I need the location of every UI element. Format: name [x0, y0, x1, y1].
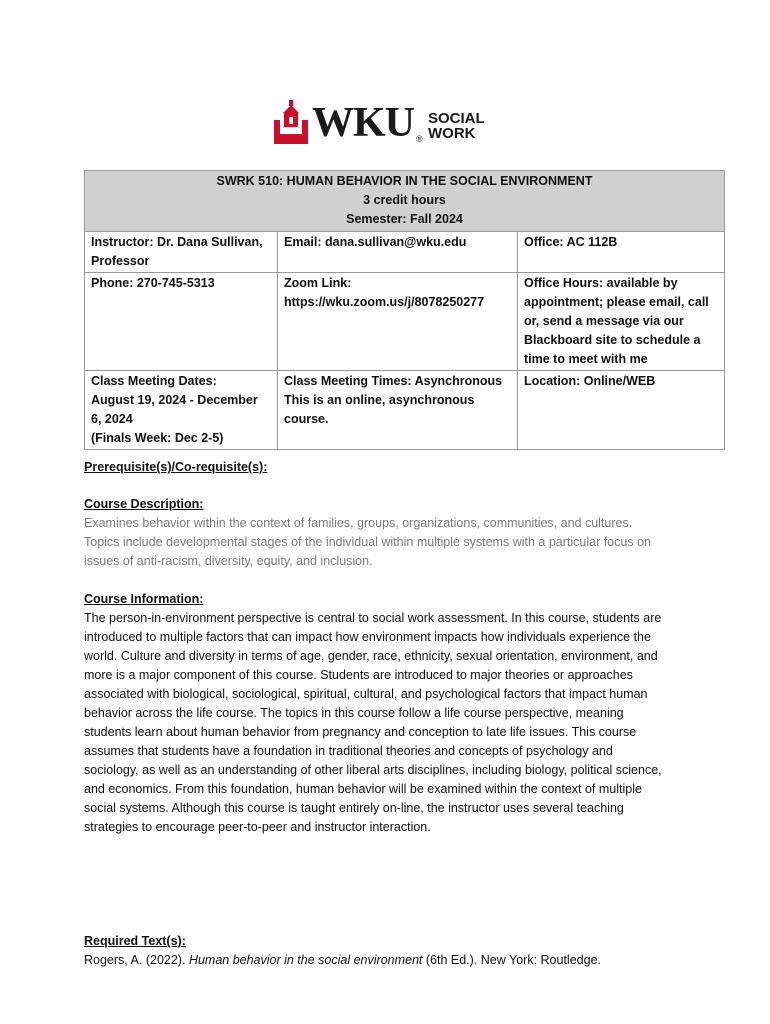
citation-author: Rogers, A. (2022). — [84, 953, 186, 967]
department-name — [428, 111, 485, 141]
finals-week: (Finals Week: Dec 2-5) — [91, 431, 224, 445]
required-texts-heading: Required Text(s): — [84, 934, 186, 948]
zoom-cell — [278, 273, 518, 371]
office-hours-cell: Office Hours: available by appointment; please email, call or, send a message via our Blackboard site to schedule a time to meet with me — [518, 273, 725, 371]
credit-hours: 3 credit hours — [363, 193, 446, 207]
wku-social-work-logo — [274, 100, 504, 150]
phone-cell: Phone: 270-745-5313 — [85, 273, 278, 371]
department-line-1: SOCIAL — [428, 110, 485, 127]
course-title: SWRK 510: HUMAN BEHAVIOR IN THE SOCIAL ENVIRONMENT — [216, 174, 593, 188]
meeting-dates-label: Class Meeting Dates: — [91, 374, 217, 388]
course-description-heading: Course Description: — [84, 497, 204, 511]
registered-mark: ® — [416, 134, 423, 144]
instructor-cell: Instructor: Dr. Dana Sullivan, Professor — [85, 232, 278, 273]
zoom-link[interactable]: https://wku.zoom.us/j/8078250277 — [284, 295, 485, 309]
course-description-body: Examines behavior within the context of families, groups, organizations, communities, and cultures. Topics include developmental stages of the individual within multiple systems with a particular focus on issues of anti-racism, diversity, equity, and inclusion. — [84, 516, 651, 568]
meeting-times-cell: Class Meeting Times: Asynchronous This is an online, asynchronous course. — [278, 371, 518, 450]
citation-publisher: (6th Ed.). New York: Routledge. — [425, 953, 601, 967]
meeting-dates-cell — [85, 371, 278, 450]
course-description-section — [84, 495, 664, 571]
email-cell: Email: dana.sullivan@wku.edu — [278, 232, 518, 273]
cupola-icon — [274, 100, 308, 144]
prerequisite-heading: Prerequisite(s)/Co-requisite(s): — [84, 460, 268, 474]
location-cell: Location: Online/WEB — [518, 371, 725, 450]
wku-wordmark: WKU — [312, 100, 414, 146]
semester: Semester: Fall 2024 — [346, 212, 463, 226]
course-information-heading: Course Information: — [84, 592, 204, 606]
zoom-label: Zoom Link: — [284, 276, 352, 290]
required-texts-section — [84, 932, 664, 970]
course-information-body: The person-in-environment perspective is central to social work assessment. In this course, students are introduced to multiple factors that can impact how environment impacts how individuals experience the world. Culture and diversity in terms of age, gender, race, ethnicity, sexual orientation, environment, and more is a major component of this course. Students are introduced to major theories or approaches associated with biological, sociological, spiritual, cultural, and psychological factors that impact human behavior across the life course. The topics in this course follow a life course perspective, meaning students learn about human behavior from pregnancy and conception to late life issues. This course assumes that students have a foundation in traditional theories and concepts of psychology and sociology, as well as an understanding of other liberal arts disciplines, including biology, political science, and economics. From this foundation, human behavior will be examined within the context of multiple social systems. Although this course is taught entirely on-line, the instructor uses several teaching strategies to encourage peer-to-peer and instructor interaction. — [84, 611, 662, 834]
course-header — [85, 171, 725, 232]
office-cell: Office: AC 112B — [518, 232, 725, 273]
department-line-2: WORK — [428, 125, 476, 142]
meeting-dates-range: August 19, 2024 - December 6, 2024 — [91, 393, 258, 426]
citation-title: Human behavior in the social environment — [188, 953, 423, 967]
course-info-table — [84, 170, 725, 450]
course-information-section — [84, 590, 664, 837]
required-text-citation — [84, 951, 664, 970]
